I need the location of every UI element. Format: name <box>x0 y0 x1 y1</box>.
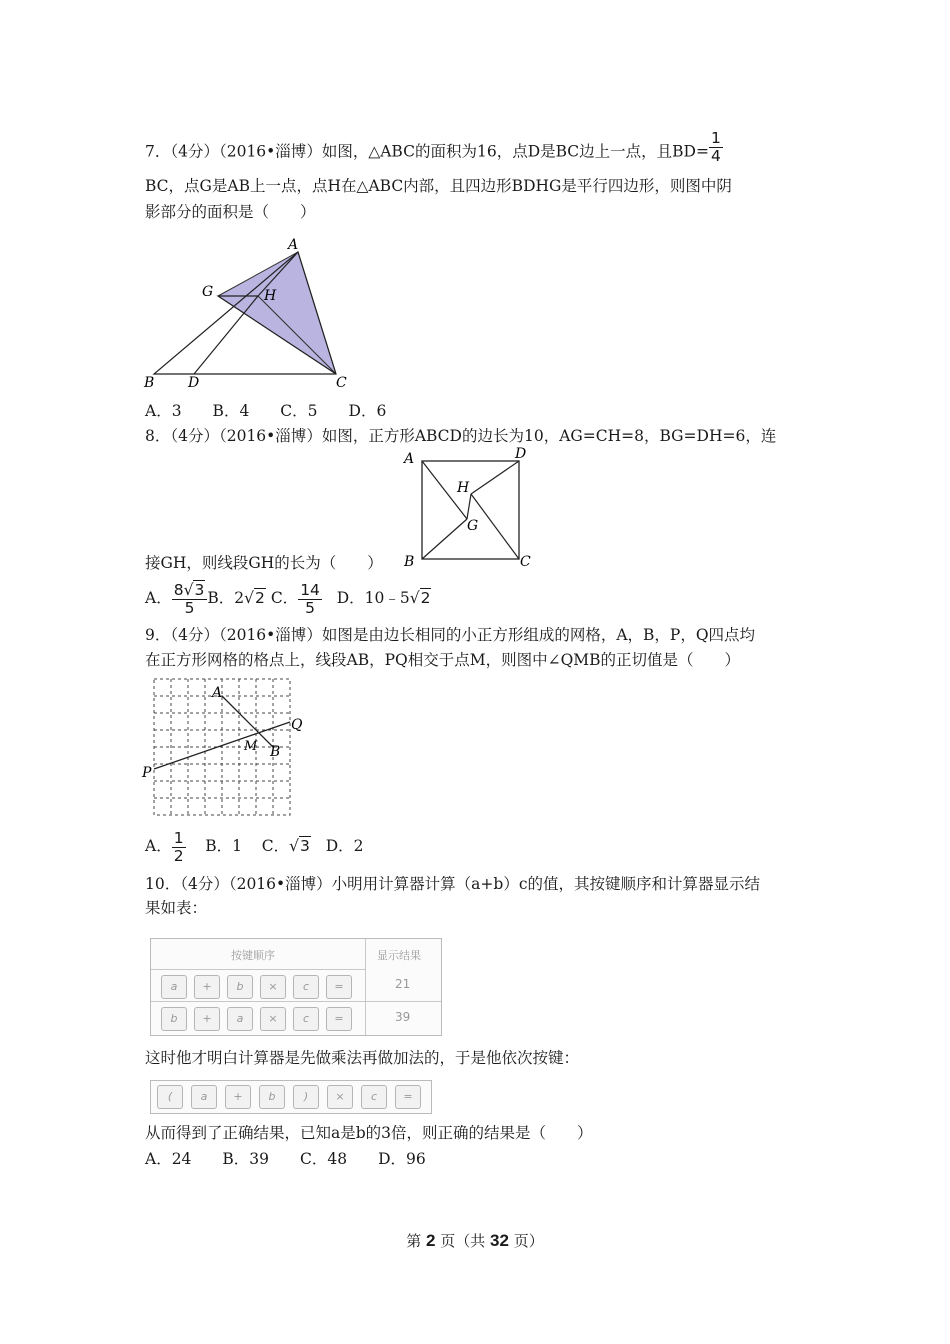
q10-row1-result: 21 <box>395 977 411 991</box>
q8-square-abcd <box>422 461 519 559</box>
q10-table-divider <box>365 969 367 1035</box>
q9-option-d: D．2 <box>325 837 364 855</box>
q8-figure <box>400 444 540 574</box>
q7-label-a: A <box>288 237 299 253</box>
q9-option-a-numerator: 1 <box>173 828 184 847</box>
q7-figure <box>140 232 365 392</box>
q10-row2-key-3: × <box>260 1007 286 1031</box>
q7-options: A．3 B．4 C．5 D．6 <box>145 402 387 420</box>
q8-option-c-numerator: 14 <box>300 580 320 599</box>
q8-option-a-prefix: A． <box>145 589 172 607</box>
q7-fraction <box>709 130 723 165</box>
q7-text-line1 <box>145 129 723 165</box>
q10-row2-result: 39 <box>395 1010 411 1024</box>
q9-options <box>145 826 364 866</box>
q8-label-c: C <box>520 554 531 570</box>
q10-key-table <box>150 938 442 1036</box>
q10-seq-key-2: + <box>225 1085 251 1109</box>
q8-option-a-coef: 8 <box>173 580 184 599</box>
q8-label-d: D <box>515 446 527 462</box>
q8-option-a-radicand: 3 <box>194 580 205 599</box>
q7-label-b: B <box>144 375 155 391</box>
q8-option-b-prefix: B．2 <box>207 589 245 607</box>
q8-segment-gh <box>467 494 471 519</box>
q10-seq-key-1: a <box>191 1085 217 1109</box>
q10-row1-key-3: × <box>260 975 286 999</box>
q7-frac-num: 1 <box>710 129 721 147</box>
q8-option-c-fraction <box>298 582 322 617</box>
q10-table-head-keys: 按键顺序 <box>231 949 275 962</box>
q10-row1-key-0: a <box>161 975 187 999</box>
q9-option-c-prefix: C． <box>261 837 290 855</box>
q10-row2-key-2: a <box>227 1007 253 1031</box>
q8-option-d-sqrt: √2 <box>409 589 431 607</box>
q10-row2-key-4: c <box>293 1007 319 1031</box>
q8-option-b-sqrt: √2 <box>244 589 265 607</box>
q7-text-line3: 影部分的面积是（ ） <box>145 203 316 221</box>
q7-text-line2: BC，点G是AB上一点，点H在△ABC内部，且四边形BDHG是平行四边形，则图中阴 <box>145 177 732 195</box>
q10-seq-key-4: ) <box>293 1085 319 1109</box>
q10-row1-key-4: c <box>293 975 319 999</box>
q8-option-c-prefix: C． <box>270 589 299 607</box>
q10-seq-key-6: c <box>361 1085 387 1109</box>
q8-option-a-denominator: 5 <box>184 598 195 617</box>
q8-label-b: B <box>404 554 415 570</box>
q9-option-c-sqrt: √3 <box>289 837 310 855</box>
footer-page-number: 2 <box>426 1231 436 1250</box>
q8-text-line1: 8．（4分）（2016•淄博）如图，正方形ABCD的边长为10，AG=CH=8，BG=DH=6，连 <box>145 427 777 445</box>
q7-label-g: G <box>202 284 214 300</box>
q10-seq-key-5: × <box>327 1085 353 1109</box>
footer-middle: 页（共 <box>435 1232 491 1250</box>
q8-text-line2: 接GH，则线段GH的长为（ ） <box>145 554 383 572</box>
q8-option-a-sqrt: √3 <box>183 580 205 599</box>
q9-option-b: B．1 <box>205 837 243 855</box>
q10-seq-key-0: ( <box>157 1085 183 1109</box>
q10-row1-key-1: + <box>194 975 220 999</box>
q10-options: A．24 B．39 C．48 D．96 <box>145 1150 426 1168</box>
q7-segment-dh <box>194 296 258 374</box>
q8-label-a: A <box>404 451 415 467</box>
q8-segment-dh <box>471 461 519 494</box>
q8-option-c-denominator: 5 <box>305 598 315 617</box>
q8-option-b-radicand: 2 <box>255 589 265 607</box>
q9-text-line2: 在正方形网格的格点上，线段AB，PQ相交于点M，则图中∠QMB的正切值是（ ） <box>145 651 741 669</box>
q9-option-a-prefix: A． <box>145 837 172 855</box>
q10-row2-key-5: = <box>326 1007 352 1031</box>
q9-option-a-denominator: 2 <box>173 846 184 865</box>
q8-label-g: G <box>467 518 479 534</box>
q8-option-d-prefix: D．10﹣5 <box>336 589 410 607</box>
q8-option-a-numerator <box>172 582 208 600</box>
q10-seq-key-3: b <box>259 1085 285 1109</box>
footer-suffix: 页） <box>508 1232 544 1250</box>
q7-frac-den: 4 <box>710 147 721 165</box>
q8-segment-bg <box>422 519 467 559</box>
q10-row1-key-5: = <box>326 975 352 999</box>
q7-label-d: D <box>188 375 200 391</box>
q7-stem-part1: 7．（4分）（2016•淄博）如图，△ABC的面积为16，点D是BC边上一点，且BD= <box>145 142 709 161</box>
q10-row2-key-1: + <box>194 1007 220 1031</box>
q8-label-h: H <box>457 480 470 496</box>
q9-option-a-fraction <box>172 830 186 865</box>
q10-text-line3: 这时他才明白计算器是先做乘法再做加法的，于是他依次按键： <box>145 1049 580 1067</box>
q8-options <box>145 578 431 618</box>
footer-prefix: 第 <box>406 1232 427 1250</box>
q9-option-c-radicand: 3 <box>300 837 310 855</box>
q9-text-line1: 9．（4分）（2016•淄博）如图是由边长相同的小正方形组成的网格，A，B，P，Q四点均 <box>145 626 756 644</box>
q9-label-a: A <box>212 685 223 701</box>
page-footer <box>0 1230 950 1251</box>
q10-row1-key-2: b <box>227 975 253 999</box>
q8-segment-ch <box>471 494 519 559</box>
q10-row2-key-0: b <box>161 1007 187 1031</box>
q7-label-c: C <box>336 375 347 391</box>
footer-total-pages: 32 <box>490 1231 509 1250</box>
q8-option-d-radicand: 2 <box>420 589 431 607</box>
q9-label-b: B <box>270 744 281 760</box>
q10-key-sequence <box>150 1080 432 1114</box>
q10-text-line2: 果如表： <box>145 899 208 917</box>
q10-text-line4: 从而得到了正确结果，已知a是b的3倍，则正确的结果是（ ） <box>145 1124 593 1142</box>
q9-label-p: P <box>142 765 152 781</box>
q8-option-a-fraction <box>172 582 208 617</box>
q7-label-h: H <box>264 288 277 304</box>
q10-seq-key-7: = <box>395 1085 421 1109</box>
q9-label-m: M <box>244 739 258 754</box>
q10-table-head-result: 显示结果 <box>377 949 421 962</box>
q10-text-line1: 10．（4分）（2016•淄博）小明用计算器计算（a+b）c的值，其按键顺序和计算器显示结 <box>145 875 761 893</box>
q9-label-q: Q <box>291 717 303 733</box>
q9-figure <box>140 672 310 818</box>
